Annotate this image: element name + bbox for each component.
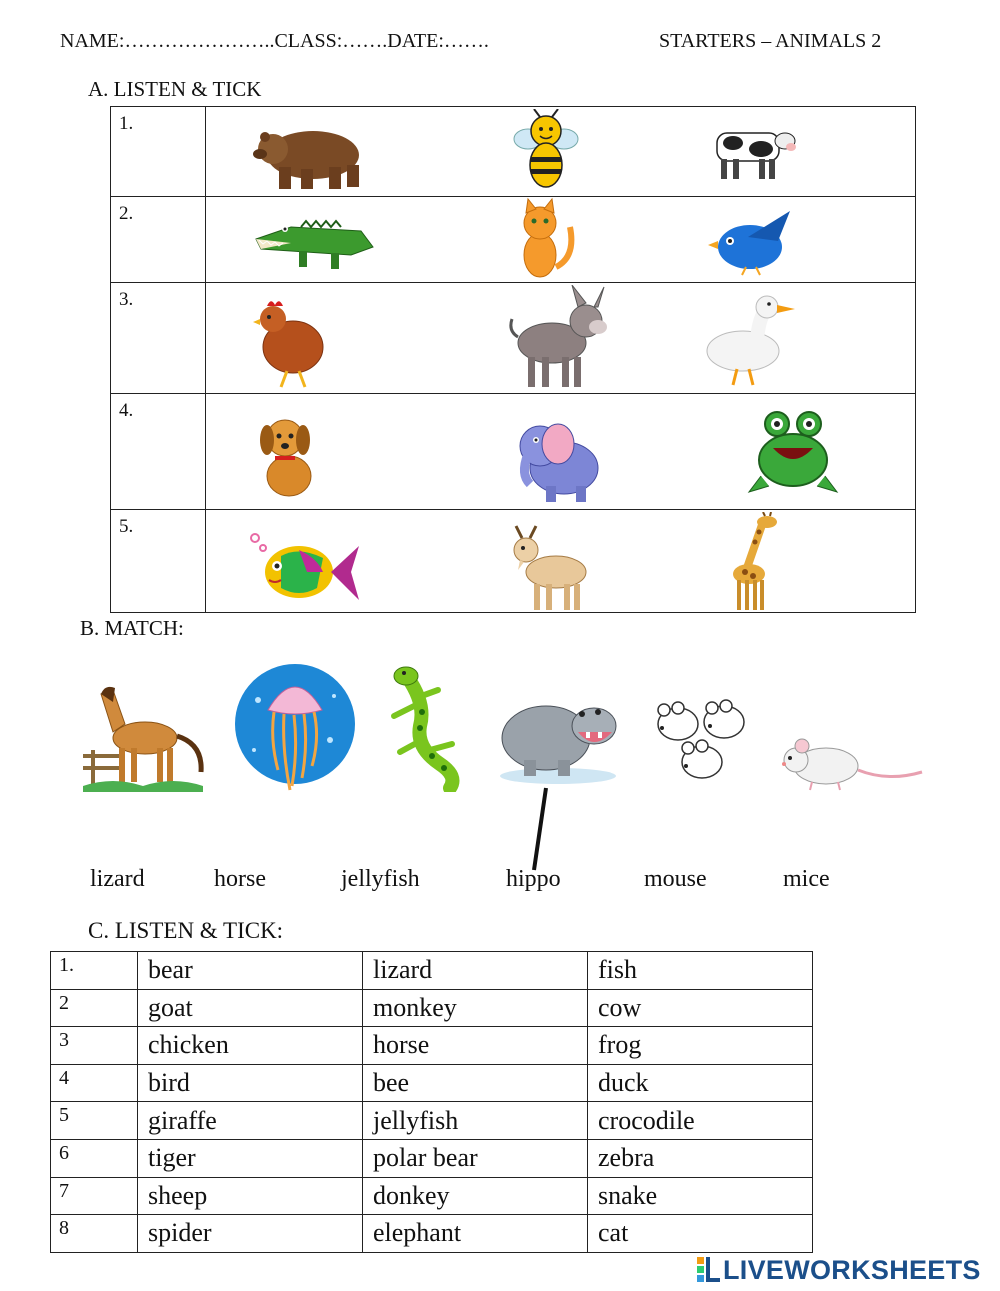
word-cell[interactable]: cat <box>588 1215 813 1253</box>
row-number: 3. <box>119 289 134 310</box>
word-cell[interactable]: monkey <box>363 989 588 1027</box>
word-cell[interactable]: sheep <box>138 1177 363 1215</box>
bee-picture[interactable] <box>506 109 636 195</box>
word-row-7 <box>51 1177 813 1215</box>
word-cell[interactable]: bear <box>138 952 363 990</box>
horse-match-picture[interactable] <box>83 680 208 795</box>
word-row-5 <box>51 1102 813 1140</box>
row-number: 7 <box>51 1177 138 1215</box>
bear-picture[interactable] <box>251 117 381 192</box>
word-cell[interactable]: frog <box>588 1027 813 1065</box>
row-number: 2. <box>119 203 134 224</box>
match-word-hippo[interactable]: hippo <box>506 866 561 892</box>
donkey-picture[interactable] <box>506 285 636 393</box>
row-number: 2 <box>51 989 138 1027</box>
mice-match-picture[interactable] <box>652 690 752 788</box>
word-row-6 <box>51 1139 813 1177</box>
lizard-match-picture[interactable] <box>386 664 468 792</box>
section-b-title: B. MATCH: <box>80 616 184 640</box>
example-match-line <box>528 786 550 872</box>
word-cell[interactable]: polar bear <box>363 1139 588 1177</box>
word-cell[interactable]: crocodile <box>588 1102 813 1140</box>
word-cell[interactable]: lizard <box>363 952 588 990</box>
row-number: 8 <box>51 1215 138 1253</box>
row-number: 4 <box>51 1064 138 1102</box>
row-number: 4. <box>119 400 134 421</box>
elephant-picture[interactable] <box>506 414 636 506</box>
word-cell[interactable]: goat <box>138 989 363 1027</box>
chicken-picture[interactable] <box>251 291 381 391</box>
listen-tick-word-table <box>50 951 813 1253</box>
word-cell[interactable]: cow <box>588 989 813 1027</box>
picture-row-5 <box>111 510 915 612</box>
fish-picture[interactable] <box>247 528 377 612</box>
word-row-4 <box>51 1064 813 1102</box>
picture-row-4 <box>111 394 915 510</box>
goat-picture[interactable] <box>506 522 636 614</box>
picture-row-2 <box>111 197 915 283</box>
match-word-mice[interactable]: mice <box>783 866 830 892</box>
row-number: 1. <box>51 952 138 990</box>
row-number: 1. <box>119 113 134 134</box>
mouse-match-picture[interactable] <box>778 732 924 794</box>
row-number: 6 <box>51 1139 138 1177</box>
row-number: 3 <box>51 1027 138 1065</box>
section-a-title: A. LISTEN & TICK <box>88 77 262 101</box>
match-word-lizard[interactable]: lizard <box>90 866 145 892</box>
liveworksheets-logo <box>697 1252 981 1288</box>
hippo-match-picture[interactable] <box>498 688 620 788</box>
dog-picture[interactable] <box>251 408 381 504</box>
giraffe-picture[interactable] <box>723 512 853 612</box>
crocodile-picture[interactable] <box>251 197 381 277</box>
word-cell[interactable]: spider <box>138 1215 363 1253</box>
word-cell[interactable]: duck <box>588 1064 813 1102</box>
name-class-date-line: NAME:…………………..CLASS:…….DATE:……. <box>60 30 489 52</box>
word-cell[interactable]: snake <box>588 1177 813 1215</box>
section-c-title: C. LISTEN & TICK: <box>88 918 284 943</box>
liveworksheets-logo-text: LIVEWORKSHEETS <box>723 1254 981 1285</box>
match-word-horse[interactable]: horse <box>214 866 266 892</box>
duck-picture[interactable] <box>703 289 833 389</box>
match-word-mouse[interactable]: mouse <box>644 866 707 892</box>
word-cell[interactable]: tiger <box>138 1139 363 1177</box>
word-cell[interactable]: horse <box>363 1027 588 1065</box>
row-number: 5 <box>51 1102 138 1140</box>
word-row-3 <box>51 1027 813 1065</box>
word-cell[interactable]: zebra <box>588 1139 813 1177</box>
row-number: 5. <box>119 516 134 537</box>
jellyfish-match-picture[interactable] <box>234 660 356 794</box>
bird-picture[interactable] <box>708 207 838 277</box>
picture-row-1 <box>111 107 915 197</box>
word-row-8 <box>51 1215 813 1253</box>
word-cell[interactable]: fish <box>588 952 813 990</box>
word-cell[interactable]: elephant <box>363 1215 588 1253</box>
liveworksheets-logo-icon <box>697 1257 723 1283</box>
word-cell[interactable]: donkey <box>363 1177 588 1215</box>
word-row-2 <box>51 989 813 1027</box>
word-cell[interactable]: bee <box>363 1064 588 1102</box>
cow-picture[interactable] <box>703 119 833 184</box>
word-cell[interactable]: chicken <box>138 1027 363 1065</box>
word-cell[interactable]: bird <box>138 1064 363 1102</box>
listen-tick-picture-table <box>110 106 916 613</box>
word-cell[interactable]: giraffe <box>138 1102 363 1140</box>
match-word-jellyfish[interactable]: jellyfish <box>341 866 420 892</box>
cat-picture[interactable] <box>506 197 636 281</box>
word-row-1 <box>51 952 813 990</box>
picture-row-3 <box>111 283 915 394</box>
worksheet-title: STARTERS – ANIMALS 2 <box>659 30 882 52</box>
word-cell[interactable]: jellyfish <box>363 1102 588 1140</box>
frog-picture[interactable] <box>743 400 873 498</box>
